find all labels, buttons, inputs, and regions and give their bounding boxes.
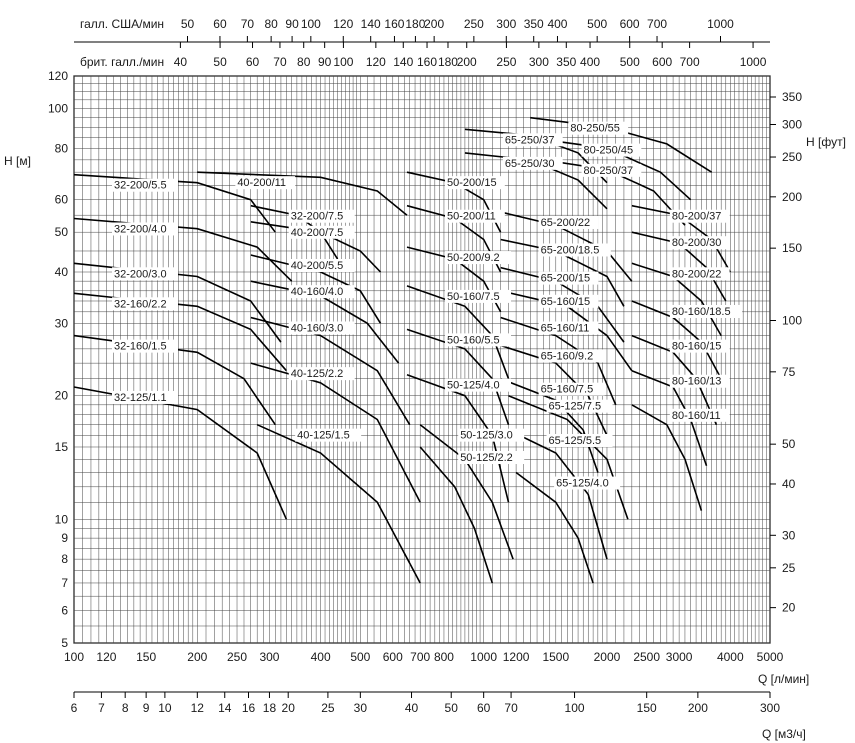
- curve-label: 40-200/5.5: [290, 260, 344, 273]
- curve-label: 80-160/15: [671, 340, 722, 353]
- curve-label: 80-250/37: [583, 164, 634, 177]
- top-axis-tick-label: 600: [652, 55, 673, 69]
- bottom-axis2-tick-label: 100: [564, 701, 585, 715]
- curve-label: 80-200/30: [671, 237, 722, 250]
- x-tick-label: 2000: [593, 650, 621, 664]
- y-tick-label: 15: [54, 439, 68, 454]
- curve-label: 40-125/1.5: [297, 429, 350, 442]
- pump-curve: [420, 425, 513, 559]
- y-tick-label: 60: [54, 192, 68, 207]
- right-axis-tick-label: 100: [782, 313, 803, 328]
- top-axis-tick-label: 140: [393, 55, 414, 69]
- y-tick-label: 20: [54, 388, 68, 403]
- top-axis-tick-label: 100: [333, 55, 354, 69]
- curve-label: 80-200/37: [671, 210, 722, 223]
- curve-label: 80-160/13: [671, 375, 722, 388]
- bottom-axis2-tick-label: 25: [321, 701, 335, 715]
- bottom-axis2-tick-label: 6: [70, 701, 78, 715]
- curve-label: 50-125/4.0: [447, 379, 500, 392]
- curve-label: 65-160/7.5: [540, 383, 594, 396]
- x-tick-label: 250: [227, 650, 248, 664]
- bottom-axis2-tick-label: 18: [262, 701, 277, 715]
- bottom-axis2-tick-label: 150: [636, 701, 657, 715]
- top-axis-tick-label: 700: [679, 55, 700, 69]
- y-tick-label: 7: [61, 575, 68, 590]
- bottom-axis2-tick-label: 300: [759, 701, 781, 715]
- right-axis-label: H [фут]: [806, 135, 846, 149]
- x-tick-label: 400: [310, 650, 331, 664]
- curve-label: 65-160/9.2: [540, 350, 594, 363]
- x-tick-label: 3000: [665, 650, 693, 664]
- right-axis-tick-label: 200: [782, 189, 803, 204]
- top-axis-tick-label: 180: [405, 17, 426, 31]
- curve-label: 32-125/1.1: [114, 391, 167, 404]
- top-axis-tick-label: 600: [619, 17, 640, 31]
- top-axis-tick-label: 50: [180, 17, 195, 31]
- top-axis-tick-label: 1000: [739, 55, 767, 69]
- right-axis-tick-label: 250: [782, 150, 803, 165]
- x-tick-label: 800: [433, 650, 454, 664]
- top-axis-tick-label: 500: [587, 17, 608, 31]
- y-tick-label: 40: [54, 265, 68, 280]
- right-axis-tick-label: 20: [782, 600, 796, 615]
- right-axis-tick-label: 40: [782, 476, 796, 491]
- curve-label: 32-200/4.0: [114, 223, 167, 236]
- top-axis-tick-label: 100: [300, 17, 321, 31]
- pump-curve: [74, 387, 286, 519]
- top-axis-tick-label: 90: [285, 17, 299, 31]
- top-axis-tick-label: 120: [365, 55, 386, 69]
- top-axis-tick-label: 200: [424, 17, 445, 31]
- top-axis-tick-label: 180: [437, 55, 458, 69]
- bottom-axis2-tick-label: 70: [504, 701, 518, 715]
- curve-label: 32-160/2.2: [114, 298, 167, 311]
- top-axis-tick-label: 60: [245, 55, 260, 69]
- y-tick-label: 5: [61, 636, 68, 650]
- right-axis-tick-label: 30: [782, 528, 796, 543]
- curve-label: 65-125/5.5: [548, 434, 602, 447]
- curve-label: 40-160/4.0: [290, 286, 344, 299]
- y-axis-label: H [м]: [4, 154, 31, 168]
- curve-label: 50-200/11: [447, 210, 496, 223]
- top-axis-tick-label: 300: [528, 55, 549, 69]
- bottom-axis2-tick-label: 12: [190, 701, 204, 715]
- right-axis-tick-label: 25: [782, 560, 796, 575]
- x-tick-label: 200: [187, 650, 208, 664]
- y-tick-label: 9: [61, 531, 68, 546]
- curve-label: 65-160/11: [540, 322, 590, 335]
- y-tick-label: 8: [61, 552, 68, 567]
- curve-label: 50-125/3.0: [460, 429, 513, 442]
- top-axis-tick-label: 160: [417, 55, 438, 69]
- curve-label: 32-200/5.5: [114, 179, 167, 192]
- top-axis-tick-label: 250: [496, 55, 517, 69]
- top-axis-tick-label: 120: [333, 17, 354, 31]
- x-tick-label: 4000: [716, 650, 744, 664]
- right-axis-tick-label: 75: [782, 364, 796, 379]
- top-axis-tick-label: 350: [523, 17, 544, 31]
- bottom-axis2-tick-label: 16: [241, 701, 256, 715]
- chart-grid: [74, 76, 770, 643]
- top-axis-tick-label: 40: [173, 55, 188, 69]
- y-tick-label: 10: [54, 512, 68, 527]
- pump-curve: [197, 172, 407, 215]
- right-axis-tick-label: 150: [782, 241, 803, 256]
- top-axis-tick-label: 140: [360, 17, 381, 31]
- curve-label: 32-200/3.0: [114, 268, 167, 281]
- top-axis-tick-label: 350: [556, 55, 577, 69]
- y-tick-label: 120: [47, 69, 68, 83]
- top-axis-tick-label: 70: [240, 17, 255, 31]
- curve-label: 80-250/55: [570, 122, 620, 135]
- top-axis-tick-label: 50: [213, 55, 227, 69]
- top-axis-tick-label: 70: [273, 55, 287, 69]
- x-tick-label: 1200: [502, 650, 530, 664]
- curve-label: 80-250/45: [583, 144, 634, 157]
- curve-label: 80-160/18.5: [671, 305, 731, 318]
- top-axis1-label: галл. США/мин: [80, 17, 165, 31]
- curve-label: 65-200/22: [540, 216, 591, 229]
- curve-label: 65-160/15: [540, 295, 591, 308]
- curve-label: 65-200/18.5: [540, 244, 600, 257]
- bottom-axis2-tick-label: 50: [444, 701, 458, 715]
- x-tick-label: 1500: [542, 650, 570, 664]
- bottom-axis2-tick-label: 14: [218, 701, 232, 715]
- x-tick-label: 120: [96, 650, 117, 664]
- top-axis-tick-label: 500: [619, 55, 640, 69]
- curve-label: 65-200/15: [540, 272, 591, 285]
- top-axis-tick-label: 90: [317, 55, 332, 69]
- x-tick-label: 150: [136, 650, 157, 664]
- y-tick-label: 100: [47, 101, 68, 116]
- bottom-axis2-tick-label: 20: [281, 701, 295, 715]
- top-axis-tick-label: 1000: [707, 17, 734, 31]
- bottom-axis2-tick-label: 10: [158, 701, 172, 715]
- bottom-axis2-tick-label: 7: [98, 701, 105, 715]
- bottom-axis2-tick-label: 200: [687, 701, 708, 715]
- x-tick-label: 700: [410, 650, 431, 664]
- x-tick-label: 600: [382, 650, 403, 664]
- x-axis-label: Q [л/мин]: [758, 672, 810, 686]
- curve-label: 80-160/11: [671, 409, 721, 422]
- top-axis-tick-label: 400: [547, 17, 568, 31]
- top-axis-tick-label: 60: [213, 17, 227, 31]
- top-axis-tick-label: 250: [463, 17, 484, 31]
- bottom-axis2-tick-label: 8: [121, 701, 129, 715]
- right-axis-tick-label: 300: [782, 117, 803, 132]
- y-tick-label: 6: [61, 603, 68, 618]
- bottom-axis2-tick-label: 60: [476, 701, 491, 715]
- curve-label: 40-125/2.2: [290, 368, 344, 381]
- curve-label: 32-160/1.5: [114, 340, 167, 353]
- x-tick-label: 2500: [633, 650, 661, 664]
- bottom-axis2-tick-label: 40: [404, 701, 419, 715]
- top-axis2-label: брит. галл./мин: [80, 55, 165, 69]
- top-axis-tick-label: 160: [384, 17, 405, 31]
- x-tick-label: 500: [350, 650, 371, 664]
- x-tick-label: 5000: [756, 650, 784, 664]
- curve-label: 50-200/9.2: [447, 252, 500, 265]
- top-axis-tick-label: 700: [647, 17, 668, 31]
- curve-label: 50-200/15: [447, 177, 497, 190]
- curve-label: 65-125/7.5: [548, 400, 602, 413]
- curve-label: 40-200/7.5: [290, 226, 344, 239]
- y-tick-label: 80: [54, 141, 68, 156]
- curve-label: 50-125/2.2: [460, 451, 513, 464]
- right-axis-tick-label: 50: [782, 437, 796, 452]
- top-axis-tick-label: 400: [580, 55, 601, 69]
- bottom-axis2-tick-label: 30: [353, 701, 368, 715]
- top-axis-tick-label: 200: [456, 55, 477, 69]
- curve-label: 65-250/30: [504, 157, 555, 170]
- curve-label: 50-160/5.5: [447, 334, 500, 347]
- curve-label: 50-160/7.5: [447, 290, 500, 303]
- curve-label: 40-160/3.0: [290, 322, 344, 335]
- bottom-axis2-tick-label: 9: [142, 701, 150, 715]
- curve-label: 65-125/4.0: [556, 477, 609, 490]
- curve-label: 32-200/7.5: [290, 210, 344, 223]
- top-axis-tick-label: 80: [264, 17, 278, 31]
- right-axis-tick-label: 350: [782, 89, 803, 104]
- x-tick-label: 1000: [470, 650, 498, 664]
- curve-label: 40-200/11: [237, 177, 287, 190]
- curve-label: 80-200/22: [671, 268, 722, 281]
- x-tick-label: 100: [63, 650, 85, 664]
- top-axis-tick-label: 300: [496, 17, 517, 31]
- y-tick-label: 30: [54, 316, 68, 331]
- x-tick-label: 300: [259, 650, 280, 664]
- y-tick-label: 50: [54, 225, 68, 240]
- pump-curve: [420, 447, 492, 583]
- top-axis-tick-label: 80: [297, 55, 311, 69]
- bottom-axis2-label: Q [м3/ч]: [762, 727, 806, 741]
- curve-label: 65-250/37: [504, 134, 555, 147]
